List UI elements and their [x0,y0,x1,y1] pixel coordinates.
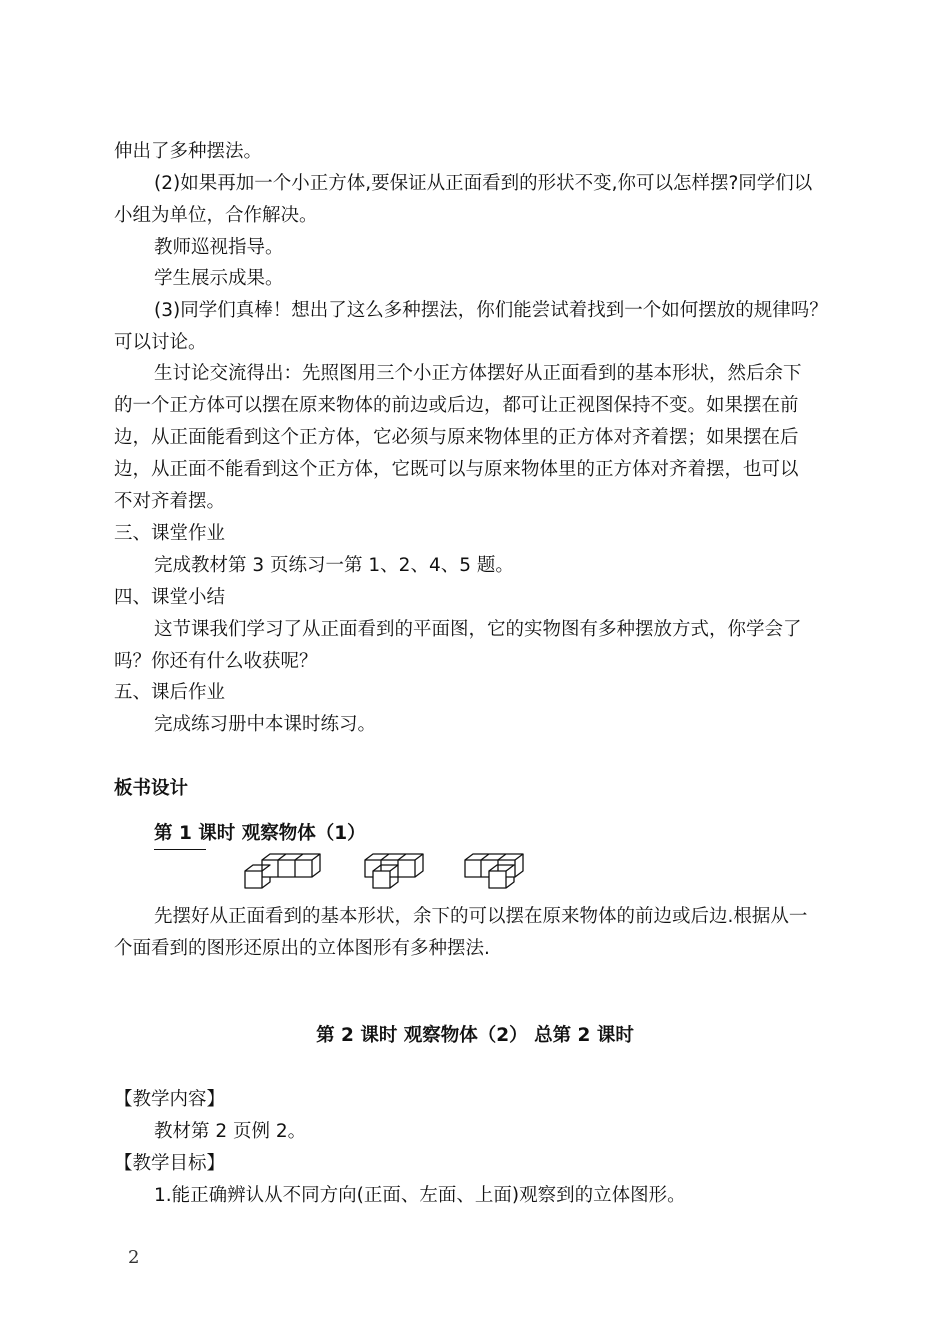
paragraph-line: 的一个正方体可以摆在原来物体的前边或后边，都可让正视图保持不变。如果摆在前 [114,395,799,416]
paragraph-line: 可以讨论。 [114,332,207,353]
paragraph-line: 伸出了多种摆法。 [114,141,263,162]
paragraph-line: 生讨论交流得出：先照图用三个小正方体摆好从正面看到的基本形状，然后余下 [154,363,802,384]
section-heading: 【教学内容】 [114,1089,226,1110]
section-heading: 四、课堂小结 [114,587,226,608]
paragraph-line: 教材第 2 页例 2。 [154,1121,307,1142]
paragraph-line: 先摆好从正面看到的基本形状，余下的可以摆在原来物体的前边或后边.根据从一 [154,906,808,927]
paragraph-line: 这节课我们学习了从正面看到的平面图，它的实物图有多种摆放方式，你学会了 [154,619,802,640]
paragraph-line: 完成练习册中本课时练习。 [154,714,377,735]
section-heading: 【教学目标】 [114,1153,226,1174]
paragraph-line: 1.能正确辨认从不同方向(正面、左面、上面)观察到的立体图形。 [154,1185,686,1206]
paragraph-line: 吗？你还有什么收获呢？ [114,651,318,672]
cube-arrangement-3 [465,854,523,888]
title-underline [154,849,206,850]
lesson-title: 第 2 课时 观察物体（2） 总第 2 课时 [316,1025,634,1046]
paragraph-line: 完成教材第 3 页练习一第 1、2、4、5 题。 [154,555,514,576]
cube-arrangement-1 [245,854,320,888]
paragraph-line: 个面看到的图形还原出的立体图形有多种摆法. [114,938,490,959]
paragraph-line: 小组为单位，合作解决。 [114,205,318,226]
paragraph-line: 边，从正面能看到这个正方体，它必须与原来物体里的正方体对齐着摆；如果摆在后 [114,427,799,448]
section-heading: 五、课后作业 [114,682,226,703]
paragraph-line: 边，从正面不能看到这个正方体，它既可以与原来物体里的正方体对齐着摆，也可以 [114,459,799,480]
cube-arrangements-illustration [240,852,540,894]
section-heading: 三、课堂作业 [114,523,226,544]
board-design-heading: 板书设计 [114,778,189,799]
paragraph-line: 教师巡视指导。 [154,237,284,258]
page-number: 2 [128,1247,140,1268]
paragraph-line: (3)同学们真棒！想出了这么多种摆法，你们能尝试着找到一个如何摆放的规律吗？ [154,300,828,321]
board-lesson-title: 第 1 课时 观察物体（1） [154,823,366,844]
cube-arrangement-2 [365,854,423,888]
paragraph-line: 不对齐着摆。 [114,491,226,512]
paragraph-line: (2)如果再加一个小正方体,要保证从正面看到的形状不变,你可以怎样摆?同学们以 [154,173,813,194]
paragraph-line: 学生展示成果。 [154,268,284,289]
